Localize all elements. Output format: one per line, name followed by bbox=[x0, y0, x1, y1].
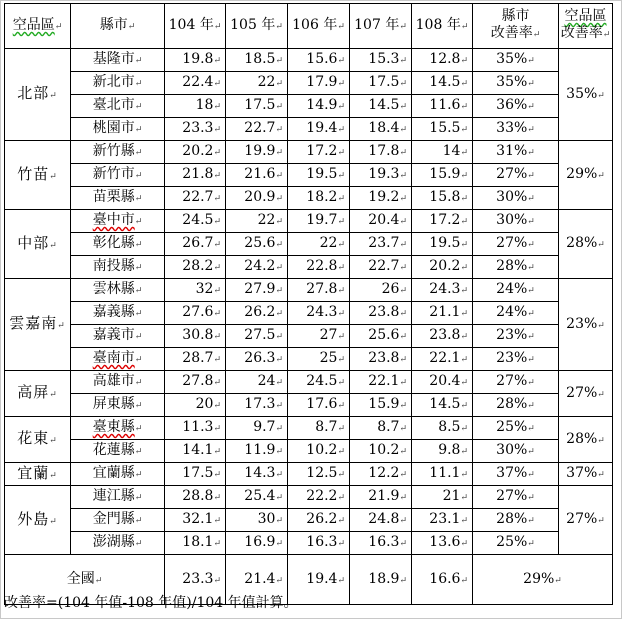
value-cell: 32.1↵ bbox=[165, 509, 226, 532]
table-row bbox=[5, 440, 613, 463]
county-rate: 35%↵ bbox=[473, 49, 559, 72]
region-rate: 37%↵ bbox=[559, 463, 613, 486]
county-rate: 30%↵ bbox=[473, 440, 559, 463]
value-cell: 24.3↵ bbox=[412, 279, 473, 302]
value-cell: 26.2↵ bbox=[226, 302, 288, 325]
header-year-107: 107 年↵ bbox=[350, 4, 412, 49]
county-name: 雲林縣↵ bbox=[71, 279, 165, 302]
total-value: 23.3↵ bbox=[165, 555, 226, 605]
county-name: 新北市↵ bbox=[71, 72, 165, 95]
value-cell: 21.9↵ bbox=[350, 486, 412, 509]
county-name: 基隆市↵ bbox=[71, 49, 165, 72]
header-year-106: 106 年↵ bbox=[288, 4, 350, 49]
value-cell: 22↵ bbox=[288, 233, 350, 256]
total-label: 全國↵ bbox=[5, 555, 165, 605]
county-rate: 35%↵ bbox=[473, 72, 559, 95]
table-row bbox=[5, 279, 613, 302]
value-cell: 20↵ bbox=[165, 394, 226, 417]
county-rate: 27%↵ bbox=[473, 233, 559, 256]
county-name: 臺東縣↵ bbox=[71, 417, 165, 440]
region-rate: 27%↵ bbox=[559, 486, 613, 555]
table-row bbox=[5, 509, 613, 532]
value-cell: 14.5↵ bbox=[412, 394, 473, 417]
value-cell: 11.9↵ bbox=[226, 440, 288, 463]
table-row bbox=[5, 325, 613, 348]
value-cell: 23.8↵ bbox=[350, 302, 412, 325]
value-cell: 11.1↵ bbox=[412, 463, 473, 486]
value-cell: 20.2↵ bbox=[412, 256, 473, 279]
value-cell: 24.8↵ bbox=[350, 509, 412, 532]
value-cell: 19.8↵ bbox=[165, 49, 226, 72]
value-cell: 22.4↵ bbox=[165, 72, 226, 95]
county-rate: 28%↵ bbox=[473, 394, 559, 417]
value-cell: 11.6↵ bbox=[412, 95, 473, 118]
value-cell: 26↵ bbox=[350, 279, 412, 302]
county-rate: 24%↵ bbox=[473, 279, 559, 302]
value-cell: 19.5↵ bbox=[412, 233, 473, 256]
value-cell: 14.5↵ bbox=[350, 95, 412, 118]
value-cell: 17.6↵ bbox=[288, 394, 350, 417]
value-cell: 17.5↵ bbox=[226, 95, 288, 118]
value-cell: 27.6↵ bbox=[165, 302, 226, 325]
value-cell: 26.3↵ bbox=[226, 348, 288, 371]
header-year-108: 108 年↵ bbox=[412, 4, 473, 49]
region-name: 高屏↵ bbox=[5, 371, 71, 417]
footnote: 改善率=(104 年值-108 年值)/104 年值計算。 bbox=[4, 595, 298, 611]
table-row bbox=[5, 256, 613, 279]
value-cell: 15.5↵ bbox=[412, 118, 473, 141]
region-rate: 28%↵ bbox=[559, 417, 613, 463]
county-name: 宜蘭縣↵ bbox=[71, 463, 165, 486]
table-row bbox=[5, 371, 613, 394]
table-row bbox=[5, 417, 613, 440]
value-cell: 23.1↵ bbox=[412, 509, 473, 532]
value-cell: 26.2↵ bbox=[288, 509, 350, 532]
table-row bbox=[5, 486, 613, 509]
header-county-rate: 縣市 改善率↵ bbox=[473, 4, 559, 49]
value-cell: 28.7↵ bbox=[165, 348, 226, 371]
county-rate: 23%↵ bbox=[473, 348, 559, 371]
value-cell: 17.8↵ bbox=[350, 141, 412, 164]
county-name: 金門縣↵ bbox=[71, 509, 165, 532]
county-name: 苗栗縣↵ bbox=[71, 187, 165, 210]
county-name: 花蓮縣↵ bbox=[71, 440, 165, 463]
value-cell: 25.6↵ bbox=[350, 325, 412, 348]
value-cell: 20.9↵ bbox=[226, 187, 288, 210]
value-cell: 10.2↵ bbox=[288, 440, 350, 463]
value-cell: 22.7↵ bbox=[350, 256, 412, 279]
county-name: 臺北市↵ bbox=[71, 95, 165, 118]
value-cell: 19.5↵ bbox=[288, 164, 350, 187]
value-cell: 27↵ bbox=[288, 325, 350, 348]
value-cell: 17.9↵ bbox=[288, 72, 350, 95]
value-cell: 24.2↵ bbox=[226, 256, 288, 279]
county-rate: 25%↵ bbox=[473, 532, 559, 555]
county-name: 嘉義市↵ bbox=[71, 325, 165, 348]
table-row bbox=[5, 210, 613, 233]
table-row bbox=[5, 463, 613, 486]
value-cell: 24.3↵ bbox=[288, 302, 350, 325]
value-cell: 21.8↵ bbox=[165, 164, 226, 187]
table-row bbox=[5, 532, 613, 555]
region-rate: 27%↵ bbox=[559, 371, 613, 417]
county-name: 嘉義縣↵ bbox=[71, 302, 165, 325]
value-cell: 24.5↵ bbox=[288, 371, 350, 394]
county-name: 高雄市↵ bbox=[71, 371, 165, 394]
table-row bbox=[5, 118, 613, 141]
value-cell: 16.3↵ bbox=[350, 532, 412, 555]
region-rate: 35%↵ bbox=[559, 49, 613, 141]
county-rate: 31%↵ bbox=[473, 141, 559, 164]
value-cell: 20.4↵ bbox=[350, 210, 412, 233]
value-cell: 15.8↵ bbox=[412, 187, 473, 210]
county-name: 南投縣↵ bbox=[71, 256, 165, 279]
value-cell: 25↵ bbox=[288, 348, 350, 371]
value-cell: 26.7↵ bbox=[165, 233, 226, 256]
county-rate: 24%↵ bbox=[473, 302, 559, 325]
value-cell: 13.6↵ bbox=[412, 532, 473, 555]
value-cell: 14↵ bbox=[412, 141, 473, 164]
value-cell: 24↵ bbox=[226, 371, 288, 394]
value-cell: 21.6↵ bbox=[226, 164, 288, 187]
header-year-105: 105 年↵ bbox=[226, 4, 288, 49]
value-cell: 22↵ bbox=[226, 72, 288, 95]
value-cell: 30.8↵ bbox=[165, 325, 226, 348]
pm25-table bbox=[4, 3, 613, 605]
region-name: 花東↵ bbox=[5, 417, 71, 463]
value-cell: 21.1↵ bbox=[412, 302, 473, 325]
value-cell: 18.5↵ bbox=[226, 49, 288, 72]
region-name: 中部↵ bbox=[5, 210, 71, 279]
value-cell: 15.9↵ bbox=[412, 164, 473, 187]
table-row bbox=[5, 72, 613, 95]
header-region-rate: 空品區 改善率↵ bbox=[559, 4, 613, 49]
value-cell: 22.1↵ bbox=[412, 348, 473, 371]
table-row bbox=[5, 95, 613, 118]
county-rate: 30%↵ bbox=[473, 210, 559, 233]
region-rate: 29%↵ bbox=[559, 141, 613, 210]
value-cell: 16.9↵ bbox=[226, 532, 288, 555]
value-cell: 17.5↵ bbox=[350, 72, 412, 95]
value-cell: 11.3↵ bbox=[165, 417, 226, 440]
region-rate: 28%↵ bbox=[559, 210, 613, 279]
county-name: 新竹市↵ bbox=[71, 164, 165, 187]
county-name: 屏東縣↵ bbox=[71, 394, 165, 417]
value-cell: 15.9↵ bbox=[350, 394, 412, 417]
county-rate: 28%↵ bbox=[473, 509, 559, 532]
header-region: 空品區↵ bbox=[5, 4, 71, 49]
value-cell: 8.7↵ bbox=[288, 417, 350, 440]
value-cell: 17.3↵ bbox=[226, 394, 288, 417]
value-cell: 17.2↵ bbox=[288, 141, 350, 164]
table-row bbox=[5, 49, 613, 72]
value-cell: 18.2↵ bbox=[288, 187, 350, 210]
table-row bbox=[5, 233, 613, 256]
value-cell: 22.1↵ bbox=[350, 371, 412, 394]
value-cell: 27.5↵ bbox=[226, 325, 288, 348]
value-cell: 14.9↵ bbox=[288, 95, 350, 118]
value-cell: 25.6↵ bbox=[226, 233, 288, 256]
value-cell: 19.3↵ bbox=[350, 164, 412, 187]
county-rate: 33%↵ bbox=[473, 118, 559, 141]
value-cell: 18↵ bbox=[165, 95, 226, 118]
region-name: 宜蘭↵ bbox=[5, 463, 71, 486]
value-cell: 15.3↵ bbox=[350, 49, 412, 72]
value-cell: 15.6↵ bbox=[288, 49, 350, 72]
value-cell: 19.7↵ bbox=[288, 210, 350, 233]
value-cell: 16.3↵ bbox=[288, 532, 350, 555]
value-cell: 25.4↵ bbox=[226, 486, 288, 509]
county-name: 彰化縣↵ bbox=[71, 233, 165, 256]
value-cell: 18.4↵ bbox=[350, 118, 412, 141]
county-rate: 30%↵ bbox=[473, 187, 559, 210]
value-cell: 23.8↵ bbox=[350, 348, 412, 371]
total-value: 19.4↵ bbox=[288, 555, 350, 605]
value-cell: 12.5↵ bbox=[288, 463, 350, 486]
county-name: 澎湖縣↵ bbox=[71, 532, 165, 555]
value-cell: 22.8↵ bbox=[288, 256, 350, 279]
value-cell: 21↵ bbox=[412, 486, 473, 509]
region-name: 北部↵ bbox=[5, 49, 71, 141]
county-rate: 27%↵ bbox=[473, 486, 559, 509]
value-cell: 14.5↵ bbox=[412, 72, 473, 95]
value-cell: 30↵ bbox=[226, 509, 288, 532]
value-cell: 22.7↵ bbox=[165, 187, 226, 210]
region-name: 雲嘉南↵ bbox=[5, 279, 71, 371]
value-cell: 8.5↵ bbox=[412, 417, 473, 440]
value-cell: 27.9↵ bbox=[226, 279, 288, 302]
value-cell: 19.9↵ bbox=[226, 141, 288, 164]
region-name: 竹苗↵ bbox=[5, 141, 71, 210]
table-row bbox=[5, 348, 613, 371]
region-name: 外島↵ bbox=[5, 486, 71, 555]
county-rate: 25%↵ bbox=[473, 417, 559, 440]
county-rate: 36%↵ bbox=[473, 95, 559, 118]
value-cell: 22.2↵ bbox=[288, 486, 350, 509]
county-rate: 37%↵ bbox=[473, 463, 559, 486]
county-name: 桃園市↵ bbox=[71, 118, 165, 141]
value-cell: 12.8↵ bbox=[412, 49, 473, 72]
value-cell: 18.1↵ bbox=[165, 532, 226, 555]
header-year-104: 104 年↵ bbox=[165, 4, 226, 49]
value-cell: 20.2↵ bbox=[165, 141, 226, 164]
total-value: 16.6↵ bbox=[412, 555, 473, 605]
total-rate: 29%↵ bbox=[473, 555, 613, 605]
region-rate: 23%↵ bbox=[559, 279, 613, 371]
value-cell: 24.5↵ bbox=[165, 210, 226, 233]
value-cell: 12.2↵ bbox=[350, 463, 412, 486]
value-cell: 8.7↵ bbox=[350, 417, 412, 440]
table-row bbox=[5, 394, 613, 417]
value-cell: 19.2↵ bbox=[350, 187, 412, 210]
county-rate: 23%↵ bbox=[473, 325, 559, 348]
value-cell: 23.3↵ bbox=[165, 118, 226, 141]
header-county: 縣市↵ bbox=[71, 4, 165, 49]
value-cell: 20.4↵ bbox=[412, 371, 473, 394]
total-value: 21.4↵ bbox=[226, 555, 288, 605]
value-cell: 14.1↵ bbox=[165, 440, 226, 463]
county-name: 新竹縣↵ bbox=[71, 141, 165, 164]
value-cell: 17.5↵ bbox=[165, 463, 226, 486]
table-row bbox=[5, 141, 613, 164]
table-row bbox=[5, 302, 613, 325]
value-cell: 28.8↵ bbox=[165, 486, 226, 509]
value-cell: 14.3↵ bbox=[226, 463, 288, 486]
value-cell: 22.7↵ bbox=[226, 118, 288, 141]
value-cell: 28.2↵ bbox=[165, 256, 226, 279]
value-cell: 27.8↵ bbox=[165, 371, 226, 394]
value-cell: 9.7↵ bbox=[226, 417, 288, 440]
county-name: 連江縣↵ bbox=[71, 486, 165, 509]
total-value: 18.9↵ bbox=[350, 555, 412, 605]
value-cell: 9.8↵ bbox=[412, 440, 473, 463]
value-cell: 27.8↵ bbox=[288, 279, 350, 302]
value-cell: 19.4↵ bbox=[288, 118, 350, 141]
county-rate: 27%↵ bbox=[473, 371, 559, 394]
county-rate: 28%↵ bbox=[473, 256, 559, 279]
value-cell: 23.7↵ bbox=[350, 233, 412, 256]
value-cell: 17.2↵ bbox=[412, 210, 473, 233]
table-row bbox=[5, 187, 613, 210]
value-cell: 32↵ bbox=[165, 279, 226, 302]
header-row bbox=[5, 4, 613, 49]
value-cell: 22↵ bbox=[226, 210, 288, 233]
county-rate: 27%↵ bbox=[473, 164, 559, 187]
value-cell: 10.2↵ bbox=[350, 440, 412, 463]
county-name: 臺中市↵ bbox=[71, 210, 165, 233]
table-row bbox=[5, 164, 613, 187]
value-cell: 23.8↵ bbox=[412, 325, 473, 348]
county-name: 臺南市↵ bbox=[71, 348, 165, 371]
